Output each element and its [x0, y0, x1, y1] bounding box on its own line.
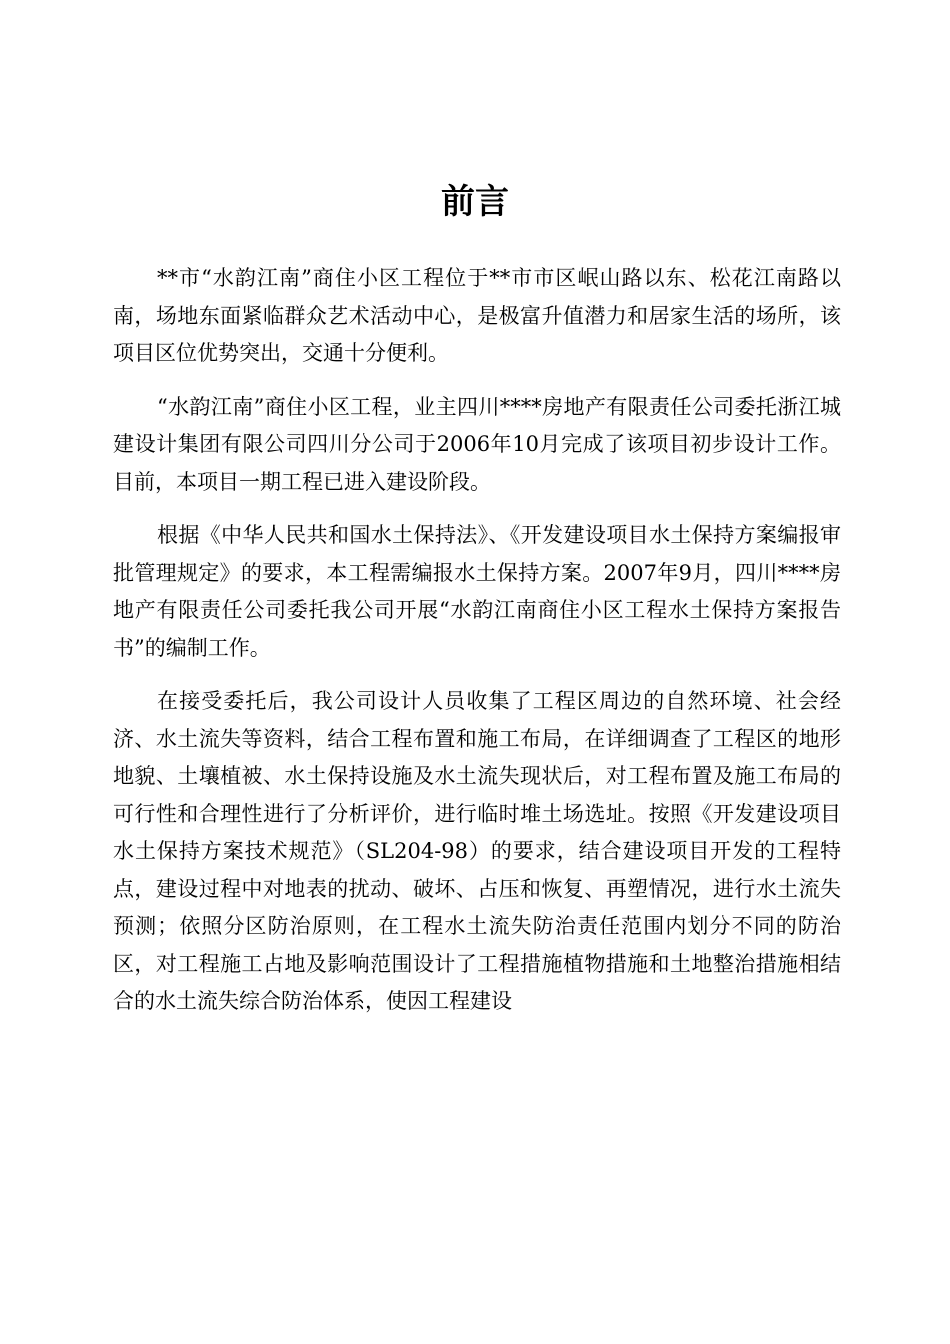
paragraph-1: **市“水韵江南”商住小区工程位于**市市区岷山路以东、松花江南路以南，场地东面紧临群众艺术活动中心，是极富升值潜力和居家生活的场所，该项目区位优势突出，交通十分便利。 — [113, 266, 841, 365]
paragraph-4: 在接受委托后，我公司设计人员收集了工程区周边的自然环境、社会经济、水土流失等资料，结合工程布置和施工布局，在详细调查了工程区的地形地貌、土壤植被、水土保持设施及水土流失现状后，对工程布置及施工布局的可行性和合理性进行了分析评价，进行临时堆土场选址。按照《开发建设项目水土保持方案技术规范》（SL204-98）的要求，结合建设项目开发的工程特点，建设过程中对地表的扰动、破坏、占压和恢复、再塑情况，进行水土流失预测；依照分区防治原则，在工程水土流失防治责任范围内划分不同的防治区，对工程施工占地及影响范围设计了工程措施植物措施和土地整治措施相结合的水土流失综合防治体系，使因工程建设 — [113, 689, 841, 1013]
document-body — [113, 260, 841, 1037]
page-title: 前言 — [441, 182, 509, 222]
paragraph-3: 根据《中华人民共和国水土保持法》、《开发建设项目水土保持方案编报审批管理规定》的要求，本工程需编报水土保持方案。2007年9月，四川****房地产有限责任公司委托我公司开展“水韵江南商住小区工程水土保持方案报告书”的编制工作。 — [113, 523, 841, 660]
paragraph-2: “水韵江南”商住小区工程，业主四川****房地产有限责任公司委托浙江城建设计集团有限公司四川分公司于2006年10月完成了该项目初步设计工作。目前，本项目一期工程已进入建设阶段。 — [113, 394, 841, 494]
